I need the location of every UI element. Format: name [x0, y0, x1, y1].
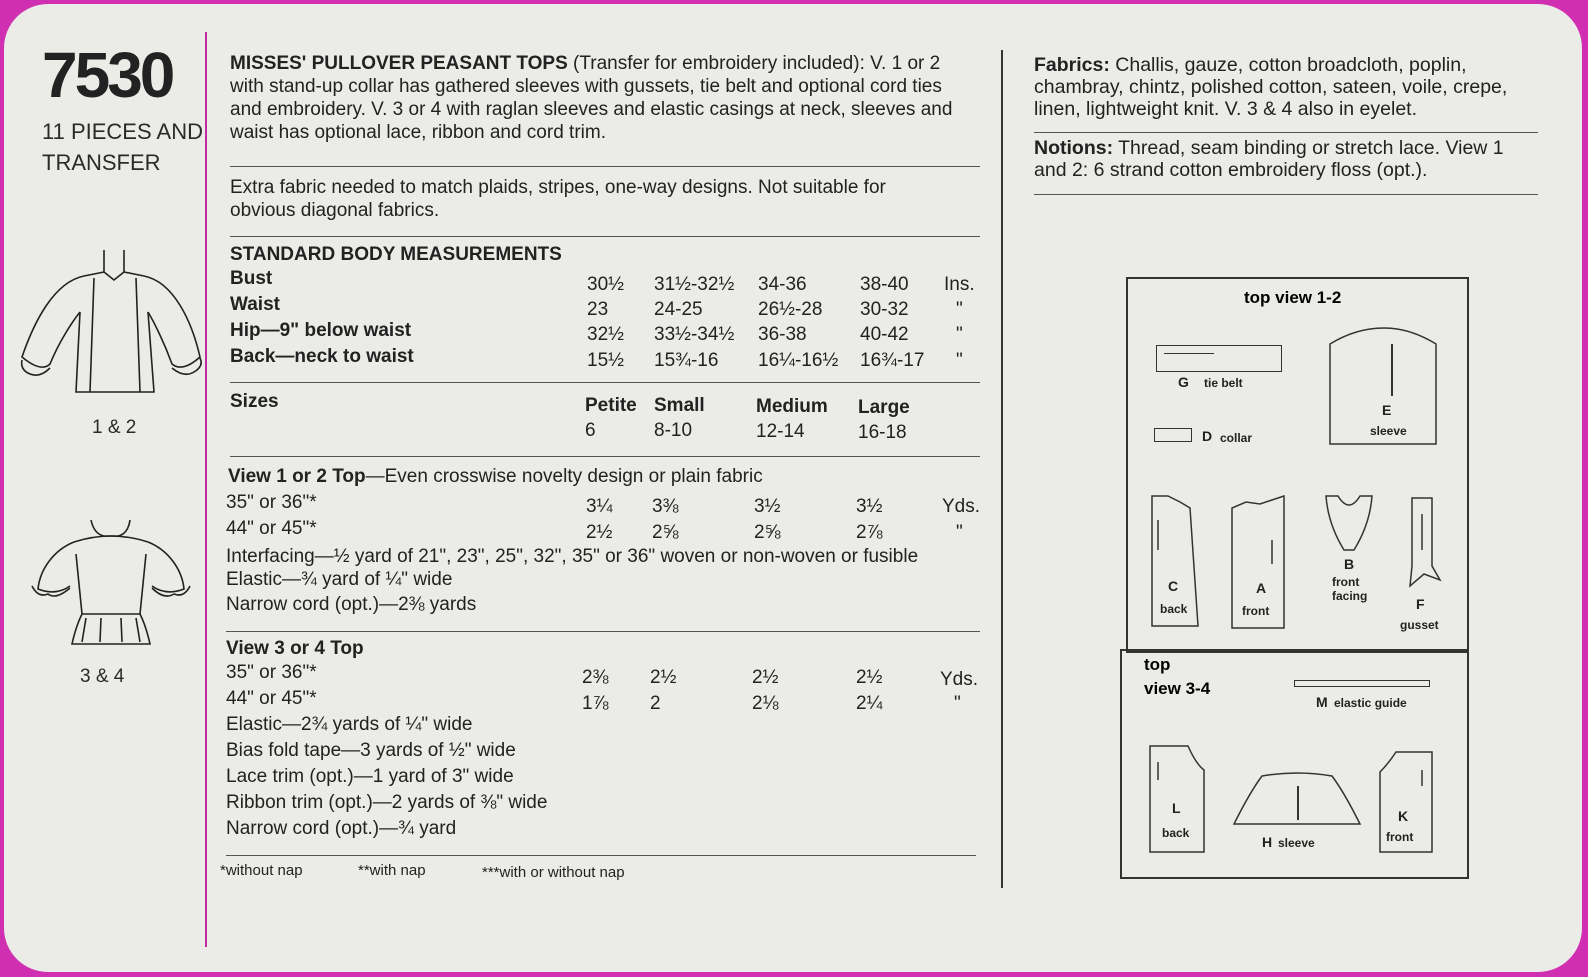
piece-letter: E [1382, 402, 1392, 418]
description-title: MISSES' PULLOVER PEASANT TOPS [230, 53, 568, 74]
piece-label: collar [1220, 431, 1253, 445]
yardage-value: 2⅝ [754, 522, 781, 543]
piece-label: sleeve [1370, 424, 1407, 438]
piece-f-gusset [1406, 496, 1442, 588]
piece-d-collar [1154, 428, 1192, 442]
yardage-unit: " [956, 522, 963, 543]
piece-g-tie-belt [1156, 345, 1282, 372]
piece-letter: G [1178, 374, 1189, 390]
measure-label: Hip—9" below waist [230, 320, 412, 341]
view-label-3-4: 3 & 4 [80, 666, 125, 687]
piece-letter: C [1168, 578, 1179, 594]
yardage-value: 3⅜ [652, 496, 679, 517]
measure-value: 34-36 [758, 274, 807, 295]
measure-value: 30½ [587, 274, 624, 295]
notion-line: Elastic—¾ yard of ¼" wide [226, 569, 453, 590]
measure-value: 15¾-16 [654, 350, 719, 371]
piece-letter: D [1202, 428, 1213, 444]
description: MISSES' PULLOVER PEASANT TOPS (Transfer for embroidery included): V. 1 or 2 with stand-up collar has gathered sleeves with gussets, tie belt and optional cord ties and embroidery. V. 3 or 4 with raglan sleeves and elastic casings at neck, sleeves and waist has optional lace, ribbon and cord trim. [230, 53, 953, 143]
size-value: 16-18 [858, 422, 907, 443]
divider [1034, 194, 1538, 195]
piece-label: elastic guide [1334, 696, 1407, 710]
yardage-value: 2⅜ [582, 667, 609, 688]
piece-label: gusset [1400, 618, 1439, 632]
size-name: Medium [756, 396, 828, 417]
yardage-value: 1⅞ [582, 693, 609, 714]
yardage-label: 44" or 45"* [226, 518, 317, 539]
measure-value: 33½-34½ [654, 324, 735, 345]
divider [226, 855, 976, 856]
yardage-unit: Yds. [940, 669, 979, 690]
yardage-unit: Yds. [942, 496, 981, 517]
divider [230, 166, 980, 167]
notion-line: Narrow cord (opt.)—2⅜ yards [226, 594, 477, 615]
piece-label: tie belt [1204, 376, 1243, 390]
divider [230, 382, 980, 383]
measure-unit: " [956, 350, 963, 371]
fabrics: Fabrics: Challis, gauze, cotton broadcloth, poplin, chambray, chintz, polished cotton, sateen, voile, crepe, linen, lightweight knit. V. 3 & 4 also in eyelet. [1034, 54, 1508, 120]
notion-line: Narrow cord (opt.)—¾ yard [226, 818, 457, 839]
measure-value: 24-25 [654, 299, 703, 320]
measure-value: 40-42 [860, 324, 909, 345]
measure-value: 15½ [587, 350, 624, 371]
size-value: 12-14 [756, 421, 805, 442]
piece-label: front [1386, 830, 1414, 844]
piece-label: facing [1332, 589, 1368, 603]
divider [1034, 132, 1538, 133]
measure-value: 36-38 [758, 324, 807, 345]
view-label-1-2: 1 & 2 [92, 417, 137, 438]
notion-line: Ribbon trim (opt.)—2 yards of ⅜" wide [226, 792, 548, 813]
measure-unit: " [956, 324, 963, 345]
piece-letter: B [1344, 556, 1355, 572]
piece-letter: F [1416, 596, 1425, 612]
yardage-value: 2½ [650, 667, 677, 688]
footnote: ***with or without nap [482, 864, 625, 881]
yardage-label: 35" or 36"* [226, 662, 317, 683]
notion-line: Interfacing—½ yard of 21", 23", 25", 32", 35" or 36" woven or non-woven or fusible [226, 546, 919, 567]
sizes-label: Sizes [230, 391, 279, 412]
piece-h-sleeve [1232, 768, 1362, 830]
yardage-label: 44" or 45"* [226, 688, 317, 709]
divider [226, 631, 980, 632]
view-1-2-sketch [14, 242, 204, 422]
yardage-unit: " [954, 693, 961, 714]
pieces-count: 11 PIECES AND TRANSFER [42, 119, 203, 175]
yardage-label: 35" or 36"* [226, 492, 317, 513]
measure-value: 38-40 [860, 274, 909, 295]
measure-label: Waist [230, 294, 280, 315]
piece-label: sleeve [1278, 836, 1315, 850]
notions: Notions: Thread, seam binding or stretch lace. View 1 and 2: 6 strand cotton embroidery floss (opt.). [1034, 137, 1504, 181]
piece-label: front [1332, 575, 1360, 589]
view-3-4-sketch [26, 514, 196, 664]
piece-label: back [1160, 602, 1188, 616]
size-value: 8-10 [654, 420, 693, 441]
size-name: Petite [585, 395, 637, 416]
measure-value: 26½-28 [758, 299, 823, 320]
piece-label: back [1162, 826, 1190, 840]
measure-value: 16¼-16½ [758, 350, 839, 371]
measure-unit: " [956, 299, 963, 320]
yardage-value: 2½ [752, 667, 779, 688]
yardage-value: 2½ [856, 667, 883, 688]
yardage-value: 2 [650, 693, 661, 714]
size-name: Large [858, 397, 910, 418]
measure-value: 16¾-17 [860, 350, 925, 371]
measure-value: 31½-32½ [654, 274, 735, 295]
yardage-value: 3½ [856, 496, 883, 517]
pattern-envelope-back [4, 4, 1582, 972]
yardage-value: 2¼ [856, 693, 883, 714]
yardage-value: 2⅞ [856, 522, 883, 543]
piece-label: front [1242, 604, 1270, 618]
footnote: **with nap [358, 862, 426, 879]
size-value: 6 [585, 420, 596, 441]
yardage-value: 3½ [754, 496, 781, 517]
view12-heading: View 1 or 2 Top—Even crosswise novelty design or plain fabric [228, 466, 763, 487]
piece-letter: K [1398, 808, 1409, 824]
right-divider [1001, 50, 1003, 888]
yardage-value: 3¼ [586, 496, 613, 517]
grainline-arrow-icon [1164, 353, 1214, 354]
yardage-value: 2½ [586, 522, 613, 543]
piece-m-elastic-guide [1294, 680, 1430, 687]
piece-letter: L [1172, 800, 1181, 816]
notion-line: Elastic—2¾ yards of ¼" wide [226, 714, 473, 735]
left-divider [205, 32, 207, 947]
divider [230, 236, 980, 237]
measurements-heading: STANDARD BODY MEASUREMENTS [230, 244, 562, 265]
yardage-value: 2⅛ [752, 693, 779, 714]
piece-letter: H [1262, 834, 1273, 850]
extra-fabric-note: Extra fabric needed to match plaids, stripes, one-way designs. Not suitable for obvious diagonal fabrics. [230, 177, 886, 221]
layout-top-view34-line1: top [1144, 655, 1171, 674]
view34-heading: View 3 or 4 Top [226, 638, 364, 659]
divider [230, 456, 980, 457]
piece-b-front-facing [1324, 494, 1374, 552]
measure-unit: Ins. [944, 274, 975, 295]
layout-top-view34-line2: view 3-4 [1144, 679, 1211, 698]
measure-label: Bust [230, 268, 273, 289]
layout-top-view12: top view 1-2 [1244, 288, 1342, 307]
pattern-number: 7530 [42, 39, 173, 111]
measure-value: 32½ [587, 324, 624, 345]
measure-value: 30-32 [860, 299, 909, 320]
measure-label: Back—neck to waist [230, 346, 414, 367]
footnote: *without nap [220, 862, 303, 879]
piece-letter: M [1316, 694, 1328, 710]
notion-line: Lace trim (opt.)—1 yard of 3" wide [226, 766, 514, 787]
piece-letter: A [1256, 580, 1267, 596]
size-name: Small [654, 395, 705, 416]
notion-line: Bias fold tape—3 yards of ½" wide [226, 740, 516, 761]
yardage-value: 2⅝ [652, 522, 679, 543]
measure-value: 23 [587, 299, 609, 320]
